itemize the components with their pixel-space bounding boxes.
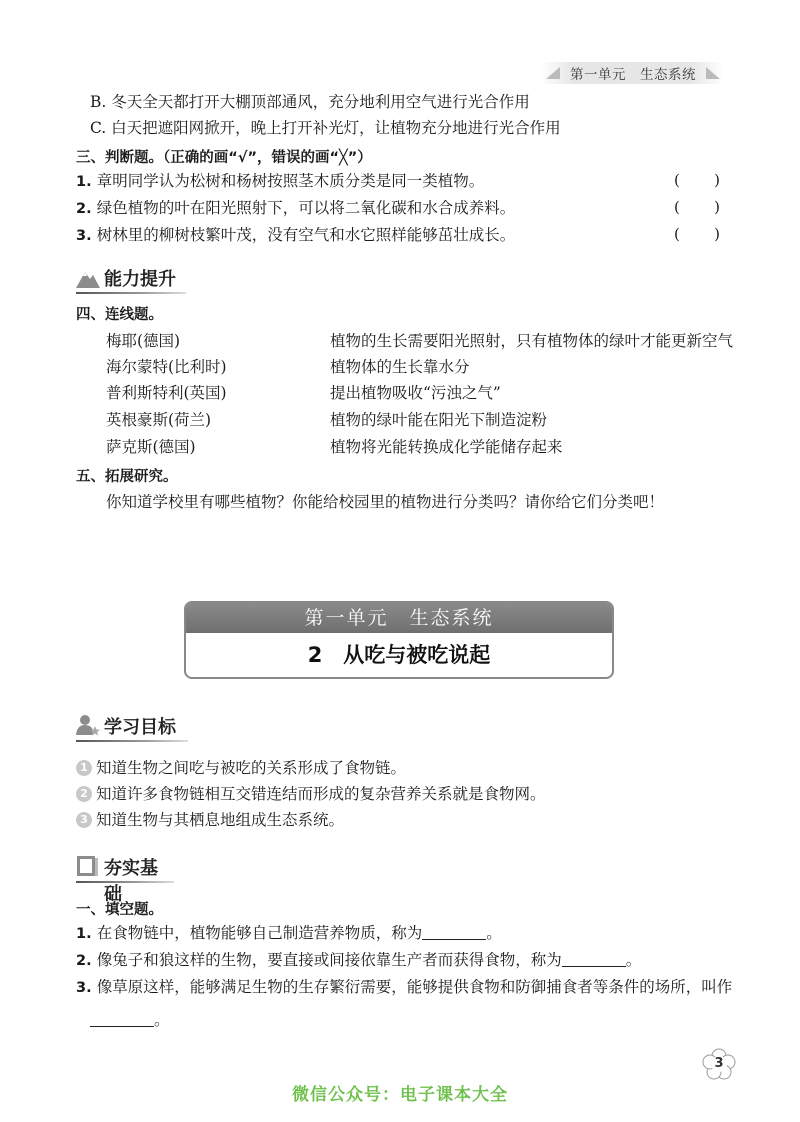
choice-c: C. 白天把遮阳网掀开，晚上打开补光灯，让植物充分地进行光合作用 [90,119,561,137]
running-header [540,62,724,84]
objective-text: 知道生物与其栖息地组成生态系统。 [96,811,345,829]
judge-text: 绿色植物的叶在阳光照射下，可以将二氧化碳和水合成养料。 [96,199,516,217]
section-title: 学习目标 [104,717,176,738]
answer-blank[interactable] [422,925,486,940]
objective-number-badge: 3 [76,812,92,828]
header-unit-label: 第一单元 生态系统 [570,67,696,83]
judge-title: 三、判断题。（正确的画“√”，错误的画“╳”） [76,150,372,166]
matching-left-item[interactable]: 海尔蒙特(比利时) [106,358,227,376]
matching-title: 四、连线题。 [76,307,163,323]
mountain-icon [76,266,100,288]
footer-watermark: 微信公众号：电子课本大全 [292,1085,508,1105]
person-star-icon [76,713,100,737]
fill-title: 一、填空题。 [76,902,163,918]
matching-left-item[interactable]: 英根豪斯(荷兰) [106,411,212,429]
matching-right-item[interactable]: 植物将光能转换成化学能储存起来 [330,438,563,456]
paren-open: ( [674,171,680,189]
answer-parens[interactable] [674,198,720,216]
objective-number-badge: 2 [76,786,92,802]
judge-text: 树林里的柳树枝繁叶茂，没有空气和水它照样能够茁壮成长。 [96,226,516,244]
page-number-badge [702,1048,736,1080]
matching-right-item[interactable]: 植物体的生长靠水分 [330,358,470,376]
section-title: 夯实基础 [104,858,158,905]
paren-close: ) [714,225,720,243]
judge-num: 3. [76,228,92,244]
judge-item [76,198,720,218]
extend-title: 五、拓展研究。 [76,469,178,485]
fill-question [76,950,641,970]
judge-item [76,225,720,245]
section-underline [76,740,188,742]
answer-parens[interactable] [674,225,720,243]
book-icon [76,855,98,877]
paren-close: ) [714,171,720,189]
choice-b: B. 冬天全天都打开大棚顶部通风，充分地利用空气进行光合作用 [90,93,530,111]
fill-text: 在食物链中，植物能够自己制造营养物质，称为 [96,924,423,942]
matching-right-item[interactable]: 植物的绿叶能在阳光下制造淀粉 [330,411,548,429]
lesson-title: 2 从吃与被吃说起 [307,643,491,667]
triangle-left-icon [546,67,560,79]
fill-text: 像兔子和狼这样的生物，要直接或间接依靠生产者而获得食物，称为 [96,951,562,969]
fill-text-end: 。 [486,924,502,942]
section-title: 能力提升 [104,269,176,290]
unit-banner: 第一单元 生态系统 [186,603,612,633]
paren-open: ( [674,225,680,243]
matching-right-item[interactable]: 提出植物吸收“污浊之气” [330,384,501,402]
fill-question [76,977,732,997]
answer-parens[interactable] [674,171,720,189]
objective-text: 知道许多食物链相互交错连结而形成的复杂营养关系就是食物网。 [96,785,546,803]
fill-question [76,923,502,943]
answer-blank[interactable] [562,952,626,967]
fill-num: 2. [76,953,92,969]
section-heading-basics [76,851,174,905]
matching-left-item[interactable]: 梅耶(德国) [106,332,181,350]
matching-right-item[interactable]: 植物的生长需要阳光照射，只有植物体的绿叶才能更新空气 [330,332,734,350]
paren-open: ( [674,198,680,216]
fill-text-end: 。 [154,1011,170,1029]
fill-text-end: 。 [625,951,642,969]
judge-text: 章明同学认为松树和杨树按照茎木质分类是同一类植物。 [96,172,485,190]
lesson-title-box [184,601,614,679]
judge-item [76,171,720,191]
triangle-right-icon [706,67,720,79]
extend-text: 你知道学校里有哪些植物？你能给校园里的植物进行分类吗？请你给它们分类吧！ [106,493,665,511]
section-heading-objectives [76,710,188,740]
fill-text: 像草原这样，能够满足生物的生存繁衍需要，能够提供食物和防御捕食者等条件的场所，叫作 [96,978,733,996]
fill-num: 3. [76,980,92,996]
objective-text: 知道生物之间吃与被吃的关系形成了食物链。 [96,759,407,777]
answer-blank[interactable] [90,1012,154,1027]
judge-num: 1. [76,174,92,190]
section-underline [76,292,186,294]
fill-num: 1. [76,926,92,942]
objective-number-badge: 1 [76,760,92,776]
fill-question-continued [90,1010,170,1030]
matching-left-item[interactable]: 萨克斯(德国) [106,438,196,456]
judge-num: 2. [76,201,92,217]
section-underline [76,881,174,883]
matching-left-item[interactable]: 普利斯特利(英国) [106,384,227,402]
paren-close: ) [714,198,720,216]
page-number: 3 [714,1056,724,1071]
section-heading-ability [76,262,186,292]
